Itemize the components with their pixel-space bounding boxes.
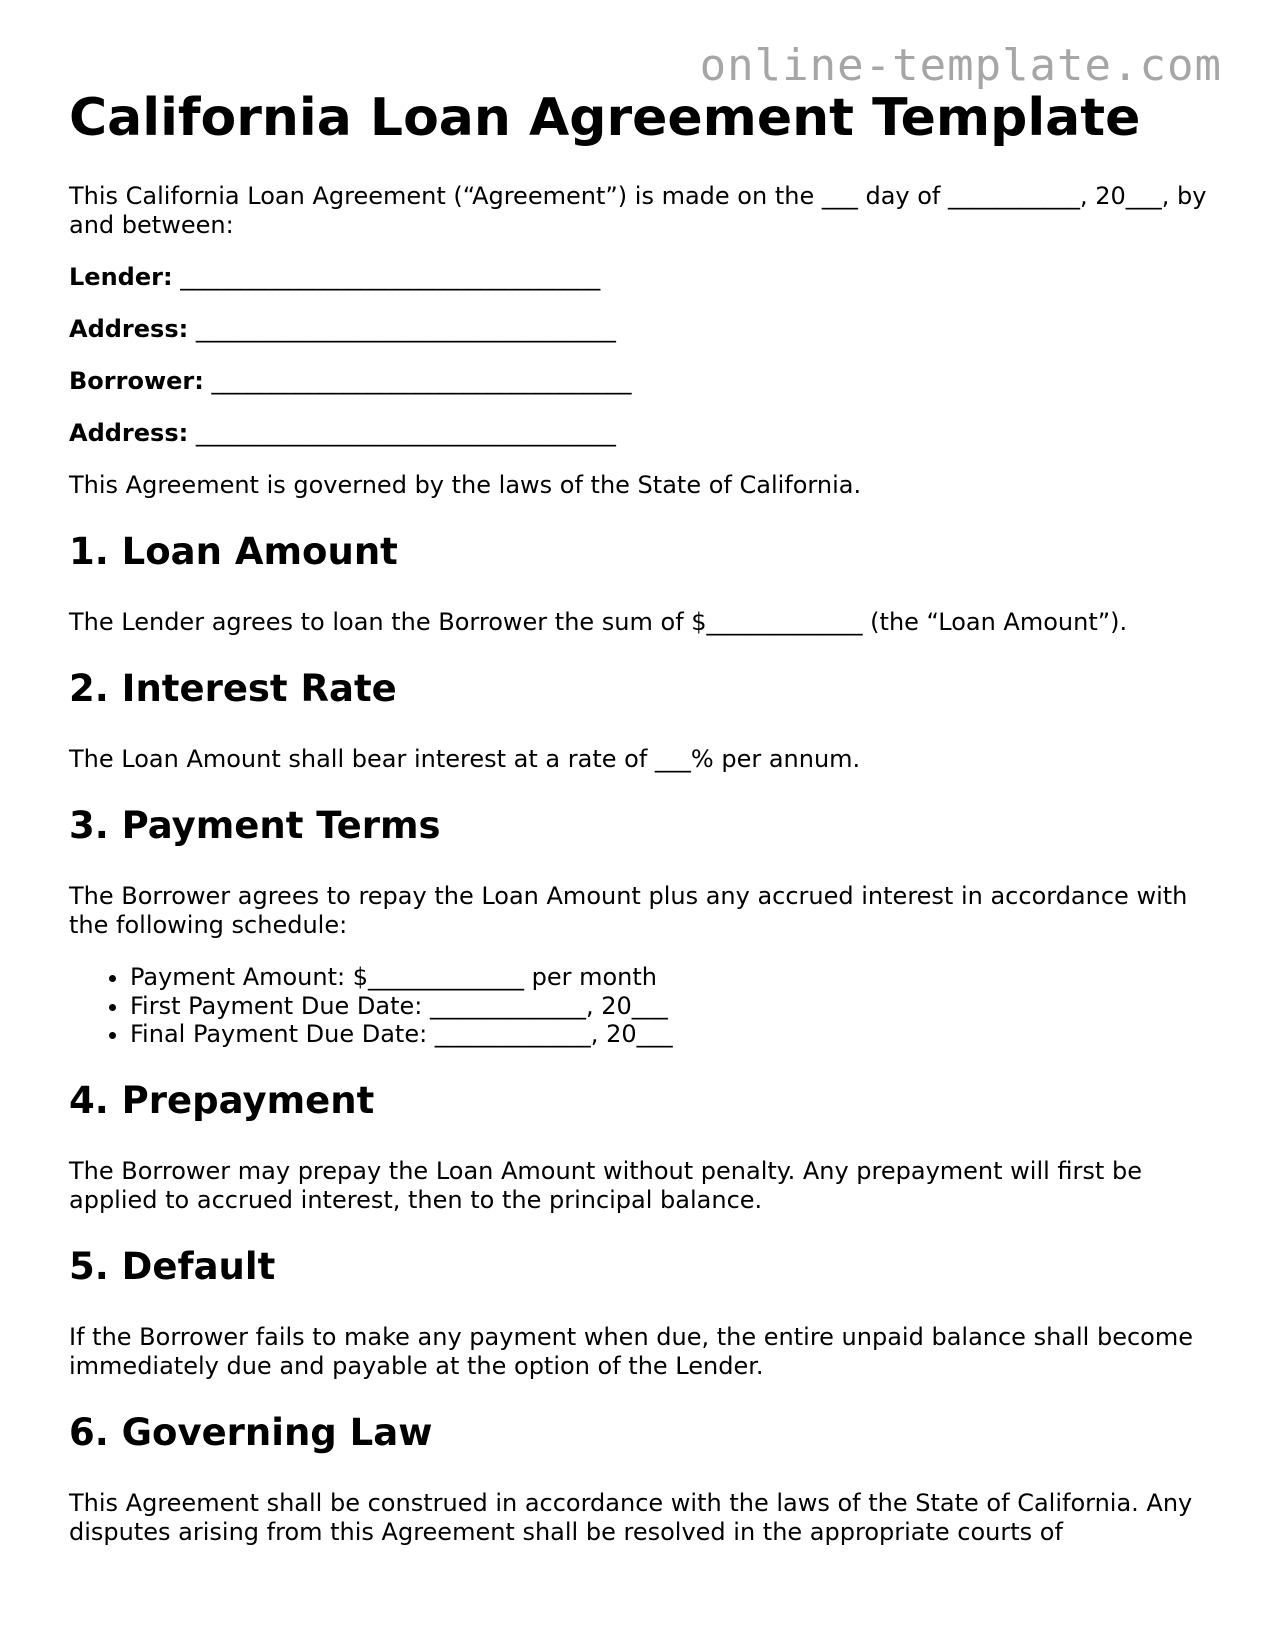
section-heading-loan-amount: 1. Loan Amount: [69, 530, 398, 573]
borrower-address-label: Address:: [69, 419, 189, 447]
document-title: California Loan Agreement Template: [69, 88, 1141, 148]
borrower-line: [69, 367, 1219, 396]
section-body-governing-law: This Agreement shall be construed in accordance with the laws of the State of California. Any disputes arising from this Agreement shall be resolved in the appropriate courts of: [69, 1488, 1193, 1546]
section-body-loan-amount: The Lender agrees to loan the Borrower the sum of $_____________ (the “Loan Amount”).: [69, 608, 1128, 636]
section-heading-prepayment: 4. Prepayment: [69, 1078, 375, 1122]
borrower-label: Borrower:: [69, 367, 204, 395]
section-heading-payment-terms: 3. Payment Terms: [69, 804, 441, 847]
lender-blank: ___________________________________: [180, 263, 601, 291]
lender-label: Lender:: [69, 263, 173, 291]
list-item-payment-amount: • Payment Amount: $_____________ per month: [130, 963, 1219, 992]
lender-address-label: Address:: [69, 315, 189, 343]
section-body-interest-rate: The Loan Amount shall bear interest at a rate of ___% per annum.: [69, 745, 861, 773]
borrower-address-line: [69, 419, 1219, 448]
section-body-prepayment: The Borrower may prepay the Loan Amount without penalty. Any prepayment will first be applied to accrued interest, then to the principal balance.: [69, 1156, 1142, 1214]
lender-line: [69, 263, 1219, 292]
lender-address-line: [69, 315, 1219, 344]
list-item-final-payment-date: • Final Payment Due Date: _____________, 20___: [130, 1020, 1219, 1049]
watermark-text: online-template.com: [699, 40, 1222, 91]
section-body-payment-terms: The Borrower agrees to repay the Loan Amount plus any accrued interest in accordance with the following schedule:: [69, 882, 1188, 939]
lender-address-blank: ___________________________________: [195, 315, 616, 343]
section-heading-governing-law: 6. Governing Law: [69, 1410, 433, 1454]
section-body-default: If the Borrower fails to make any payment when due, the entire unpaid balance shall become immediately due and payable at the option of the Lender.: [69, 1322, 1193, 1380]
section-heading-interest-rate: 2. Interest Rate: [69, 667, 397, 710]
intro-paragraph: This California Loan Agreement (“Agreement”) is made on the ___ day of ___________, 20___, by and between:: [69, 182, 1207, 239]
borrower-address-blank: ___________________________________: [195, 419, 616, 447]
document-page: [69, 86, 1219, 1547]
section-heading-default: 5. Default: [69, 1244, 276, 1288]
payment-schedule-list: [69, 963, 1219, 1049]
governed-statement: This Agreement is governed by the laws of the State of California.: [69, 471, 862, 499]
borrower-blank: ___________________________________: [211, 367, 632, 395]
list-item-first-payment-date: • First Payment Due Date: _____________, 20___: [130, 992, 1219, 1021]
